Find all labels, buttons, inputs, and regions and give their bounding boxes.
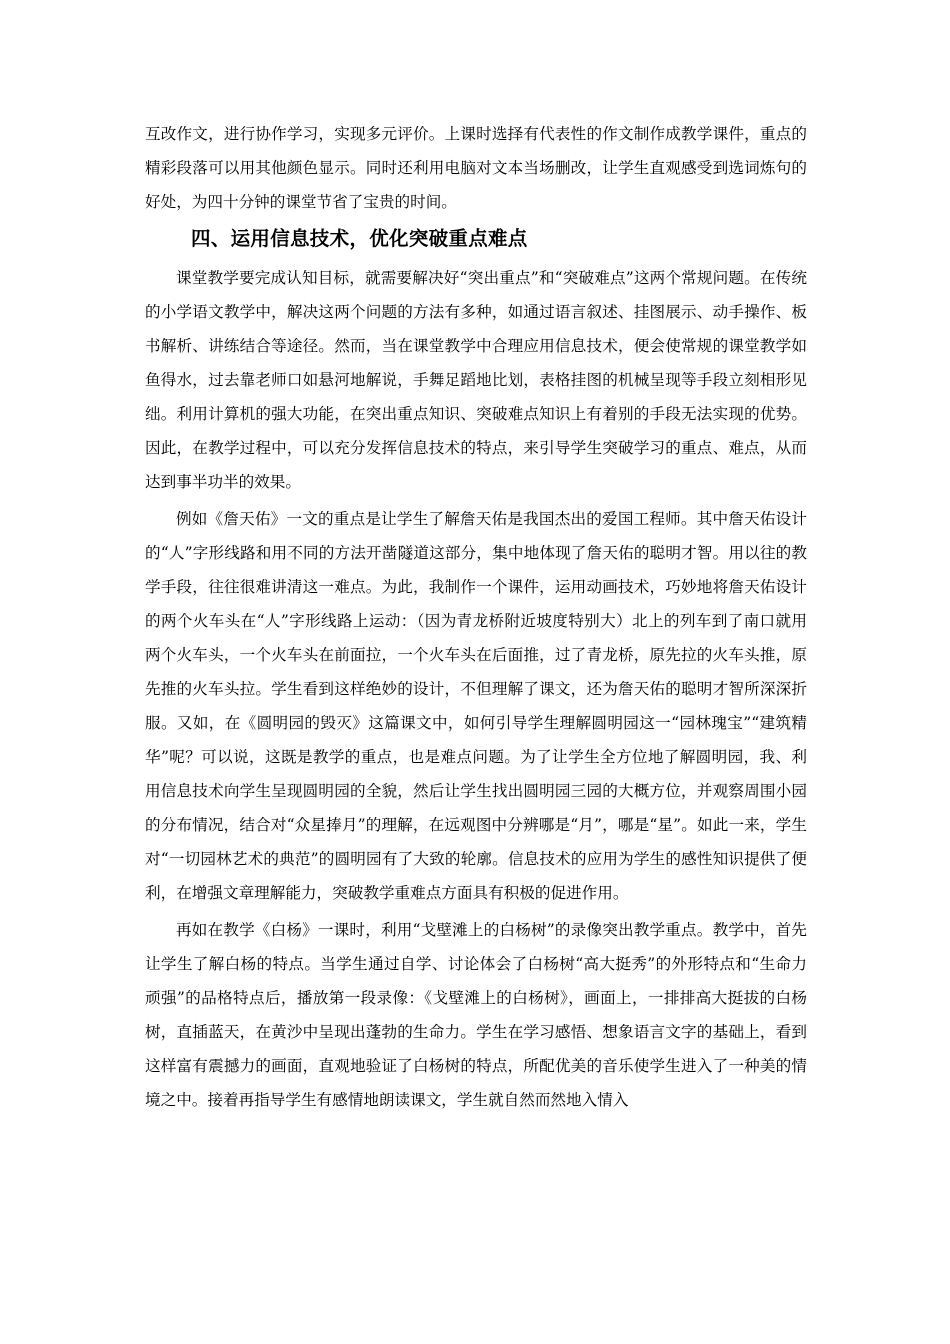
section-heading: 四、运用信息技术，优化突破重点难点 xyxy=(191,227,528,250)
body-paragraph: 例如《詹天佑》一文的重点是让学生了解詹天佑是我国杰出的爱国工程师。其中詹天佑设计的“人”字形线路和用不同的方法开凿隧道这部分，集中地体现了詹天佑的聪明才智。用以往的教学手段，往往很难讲清这一难点。为此，我制作一个课件，运用动画技术，巧妙地将詹天佑设计的两个火车头在“人”字形线路上运动：（因为青龙桥附近坡度特别大）北上的列车到了南口就用两个火车头，一个火车头在前面拉，一个火车头在后面推，过了青龙桥，原先拉的火车头推，原先推的火车头拉。学生看到这样绝妙的设计，不但理解了课文，还为詹天佑的聪明才智所深深折服。又如，在《圆明园的毁灭》这篇课文中，如何引导学生理解圆明园这一“园林瑰宝”“建筑精华”呢？可以说，这既是教学的重点，也是难点问题。为了让学生全方位地了解圆明园，我、利用信息技术向学生呈现圆明园的全貌，然后让学生找出圆明园三园的大概方位，并观察周围小园的分布情况，结合对“众星捧月”的理解，在远观图中分辨哪是“月”，哪是“星”。如此一来，学生对“一切园林艺术的典范”的圆明园有了大致的轮廓。信息技术的应用为学生的感性知识提供了便利，在增强文章理解能力，突破教学重难点方面具有积极的促进作用。 xyxy=(145,510,807,902)
intro-paragraph: 互改作文，进行协作学习，实现多元评价。上课时选择有代表性的作文制作成教学课件，重点的精彩段落可以用其他颜色显示。同时还利用电脑对文本当场删改，让学生直观感受到选词炼句的好处，为四十分钟的课堂节省了宝贵的时间。 xyxy=(145,125,807,211)
document-page xyxy=(145,117,807,1117)
body-paragraph: 课堂教学要完成认知目标，就需要解决好“突出重点”和“突破难点”这两个常规问题。在传统的小学语文教学中，解决这两个问题的方法有多种，如通过语言叙述、挂图展示、动手操作、板书解析、讲练结合等途径。然而，当在课堂教学中合理应用信息技术，便会使常规的课堂教学如鱼得水，过去靠老师口如悬河地解说，手舞足蹈地比划，表格挂图的机械呈现等手段立刻相形见绌。利用计算机的强大功能，在突出重点知识、突破难点知识上有着别的手段无法实现的优势。因此，在教学过程中，可以充分发挥信息技术的特点，来引导学生突破学习的重点、难点，从而达到事半功半的效果。 xyxy=(145,269,807,491)
body-paragraph: 再如在教学《白杨》一课时，利用“戈壁滩上的白杨树”的录像突出教学重点。教学中，首先让学生了解白杨的特点。当学生通过自学、讨论体会了白杨树“高大挺秀”的外形特点和“生命力顽强”的品格特点后，播放第一段录像：《戈壁滩上的白杨树》，画面上，一排排高大挺拔的白杨树，直插蓝天，在黄沙中呈现出蓬勃的生命力。学生在学习感悟、想象语言文字的基础上，看到这样富有震撼力的画面，直观地验证了白杨树的特点，所配优美的音乐使学生进入了一种美的情境之中。接着再指导学生有感情地朗读课文，学生就自然而然地入情入 xyxy=(145,921,807,1109)
